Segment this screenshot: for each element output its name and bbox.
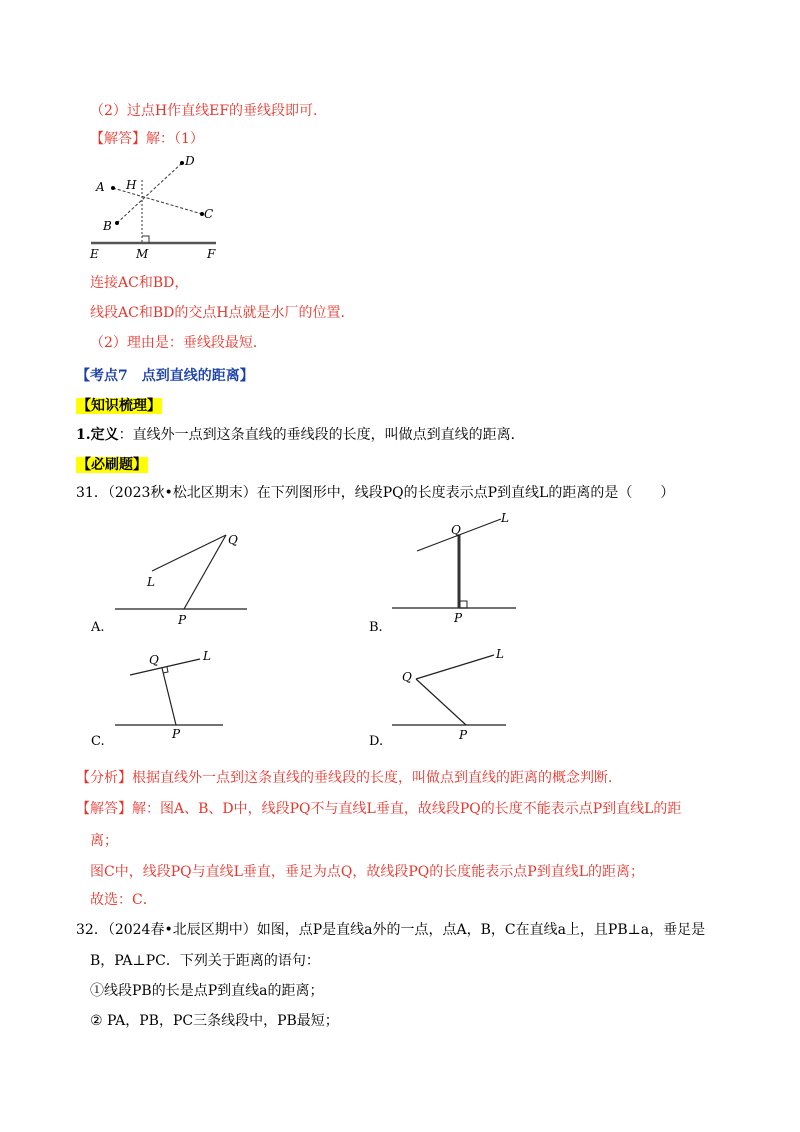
c-label-L: L (203, 649, 211, 663)
text-line-3: 连接AC和BD， (90, 275, 189, 291)
option-d-figure (388, 644, 513, 740)
d-label-L: L (496, 647, 504, 661)
question-32-line-1: 32．（2024春•北辰区期中）如图，点P是直线a外的一点，点A，B，C在直线a上，且PB⊥a，垂足是 (76, 922, 706, 938)
a-label-P: P (178, 613, 187, 626)
label-A: A (96, 180, 105, 194)
text-line-4: 线段AC和BD的交点H点就是水厂的位置． (90, 305, 355, 321)
answer-label: 【解答】解：（1） (90, 131, 204, 147)
label-E: E (90, 247, 99, 261)
analysis-line: 【分析】根据直线外一点到这条直线的垂线段的长度，叫做点到直线的距离的概念判断． (76, 770, 622, 786)
c-label-Q: Q (149, 653, 159, 667)
text-line-1: （2）过点H作直线EF的垂线段即可． (90, 103, 328, 119)
solution-choice: 故选：C． (90, 892, 157, 908)
label-H: H (126, 178, 137, 192)
solution-line-3: 图C中，线段PQ与直线L垂直，垂足为点Q，故线段PQ的长度能表示点P到直线L的距离； (90, 864, 644, 880)
solution-line-1: 【解答】解：图A、B、D中，线段PQ不与直线L垂直，故线段PQ的长度不能表示点P到直线L的距 (76, 801, 682, 817)
label-F: F (207, 247, 216, 261)
question-31: 31．（2023秋•松北区期末）在下列图形中，线段PQ的长度表示点P到直线L的距离的是（ ） (76, 485, 675, 501)
b-label-L: L (501, 511, 509, 525)
a-label-L: L (147, 575, 155, 589)
section-heading: 【考点7 点到直线的距离】 (76, 368, 254, 384)
solution-line-2: 离； (90, 833, 118, 849)
option-b-label: B. (369, 620, 383, 635)
label-C: C (204, 207, 214, 221)
option-d-label: D. (369, 734, 384, 749)
definition-text: ：直线外一点到这条直线的垂线段的长度，叫做点到直线的距离． (118, 427, 525, 443)
d-label-Q: Q (402, 670, 412, 684)
question-32-line-2: B，PA⊥PC．下列关于距离的语句： (90, 953, 320, 969)
option-a-label: A. (91, 620, 105, 635)
option-c-label: C. (91, 734, 105, 749)
statement-1: ①线段PB的长是点P到直线a的距离； (90, 983, 324, 999)
exercise-tag: 【必刷题】 (77, 457, 147, 473)
label-B: B (103, 219, 112, 233)
d-label-P: P (459, 728, 468, 740)
label-D: D (185, 154, 195, 168)
label-M: M (136, 247, 149, 261)
b-label-P: P (454, 611, 463, 624)
option-c-figure (110, 644, 230, 740)
figure-water-plant (88, 152, 228, 264)
option-a-figure (110, 526, 260, 626)
c-label-P: P (172, 727, 181, 740)
statement-2: ② PA，PB，PC三条线段中，PB最短； (90, 1013, 339, 1029)
option-b-figure (388, 508, 523, 624)
a-label-Q: Q (228, 533, 238, 547)
definition-term: 1.定义 (76, 427, 119, 443)
definition-line (76, 425, 525, 445)
knowledge-tag: 【知识梳理】 (77, 398, 161, 414)
text-line-5: （2）理由是：垂线段最短． (90, 335, 267, 351)
b-label-Q: Q (451, 523, 461, 537)
